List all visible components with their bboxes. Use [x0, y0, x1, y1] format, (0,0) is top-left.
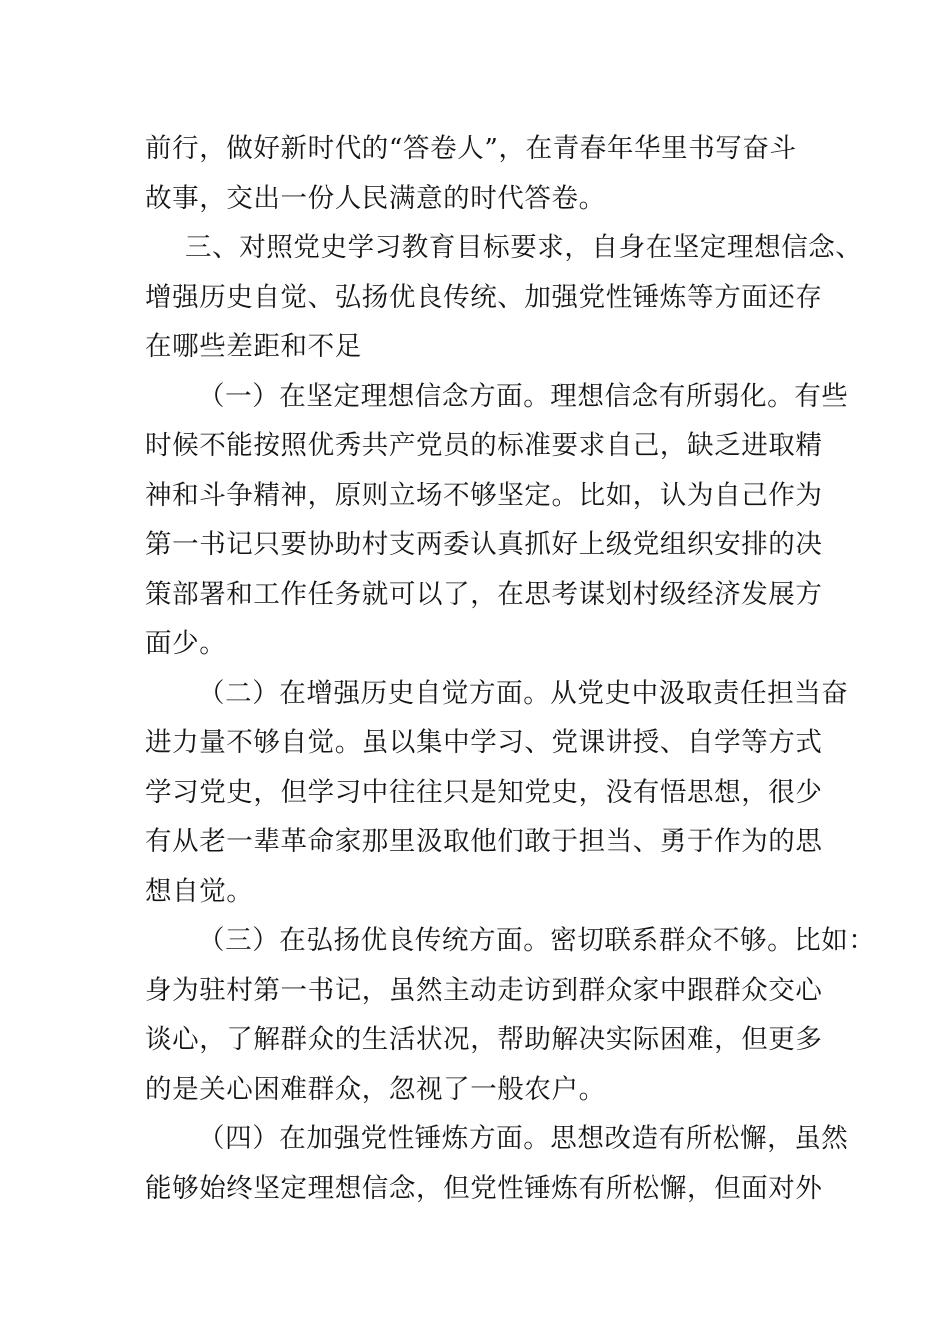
text-line: 的是关心困难群众，忽视了一般农户。 — [145, 1073, 606, 1105]
text-line: 策部署和工作任务就可以了，在思考谋划村级经济发展方 — [145, 578, 823, 610]
text-line: 面少。 — [145, 628, 227, 659]
section-heading-line: 三、对照党史学习教育目标要求，自身在坚定理想信念、 — [185, 232, 863, 263]
text-line: 神和斗争精神，原则立场不够坚定。比如，认为自己作为 — [145, 479, 823, 511]
text-line: （一）在坚定理想信念方面。理想信念有所弱化。有些 — [198, 380, 849, 412]
text-line: 时候不能按照优秀共产党员的标准要求自己，缺乏进取精 — [145, 430, 823, 461]
text-line: 能够始终坚定理想信念，但党性锤炼有所松懈，但面对外 — [145, 1172, 823, 1204]
text-line: 想自觉。 — [145, 875, 254, 907]
text-line: 学习党史，但学习中往往只是知党史，没有悟思想，很少 — [145, 776, 823, 808]
text-line: 第一书记只要协助村支两委认真抓好上级党组织安排的决 — [145, 529, 823, 560]
text-line: 前行，做好新时代的“答卷人”，在青春年华里书写奋斗 — [145, 133, 797, 164]
text-line: 身为驻村第一书记，虽然主动走访到群众家中跟群众交心 — [145, 974, 823, 1006]
body-text — [145, 124, 876, 1213]
text-line: 故事，交出一份人民满意的时代答卷。 — [145, 182, 606, 214]
text-line: 有从老一辈革命家那里汲取他们敢于担当、勇于作为的思 — [145, 826, 823, 857]
text-line: 谈心，了解群众的生活状况，帮助解决实际困难，但更多 — [145, 1024, 823, 1055]
text-line: （二）在增强历史自觉方面。从党史中汲取责任担当奋 — [198, 677, 849, 709]
text-line: （三）在弘扬优良传统方面。密切联系群众不够。比如： — [198, 925, 876, 956]
text-line: 进力量不够自觉。虽以集中学习、党课讲授、自学等方式 — [145, 727, 823, 758]
section-heading-line: 在哪些差距和不足 — [145, 331, 362, 362]
text-line: （四）在加强党性锤炼方面。思想改造有所松懈，虽然 — [198, 1123, 849, 1154]
section-heading-line: 增强历史自觉、弘扬优良传统、加强党性锤炼等方面还存 — [145, 281, 823, 313]
